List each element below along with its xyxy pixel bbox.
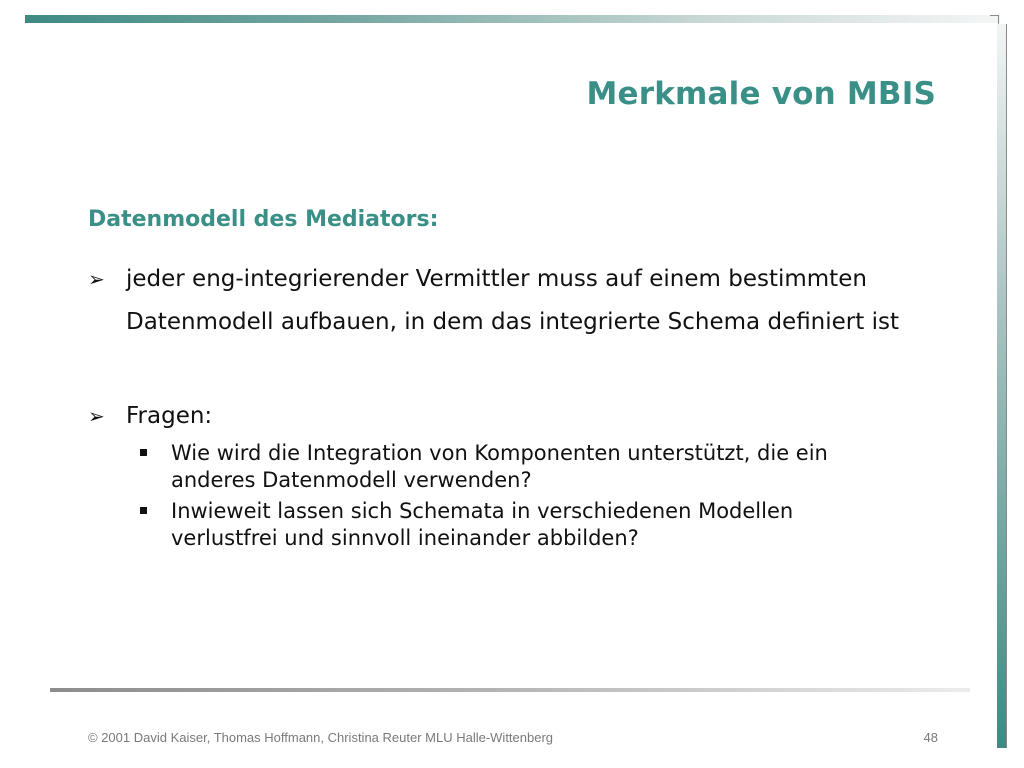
- bullet-text: jeder eng-integrierender Vermittler muss auf einem bestimmten Datenmodell aufbauen, in dem das integrierte Schema definiert ist: [126, 266, 899, 335]
- bullet-item: [88, 395, 938, 438]
- right-frame-line: [1006, 24, 1007, 748]
- bullet-item: [88, 258, 938, 344]
- arrow-bullet-icon: ➢: [88, 404, 105, 428]
- square-bullet-icon: [140, 507, 147, 514]
- square-bullet-icon: [140, 449, 147, 456]
- sub-bullet-item: [136, 498, 896, 552]
- footer-divider: [50, 688, 970, 692]
- slide-title: Merkmale von MBIS: [586, 76, 936, 112]
- bullet-text: Fragen:: [126, 403, 213, 429]
- section-heading: Datenmodell des Mediators:: [88, 207, 439, 232]
- sub-bullet-item: [136, 440, 896, 494]
- frame-corner-line: [990, 15, 999, 24]
- page-number: 48: [923, 730, 938, 745]
- sub-bullet-text: Wie wird die Integration von Komponenten unterstützt, die ein anderes Datenmodell verwenden?: [171, 441, 828, 492]
- top-decorative-bar: [25, 15, 1000, 23]
- footer-copyright: © 2001 David Kaiser, Thomas Hoffmann, Christina Reuter MLU Halle-Wittenberg: [88, 730, 554, 745]
- sub-bullet-text: Inwieweit lassen sich Schemata in verschiedenen Modellen verlustfrei und sinnvoll ineinander abbilden?: [171, 499, 794, 550]
- arrow-bullet-icon: ➢: [88, 267, 105, 291]
- right-decorative-bar: [997, 24, 1006, 748]
